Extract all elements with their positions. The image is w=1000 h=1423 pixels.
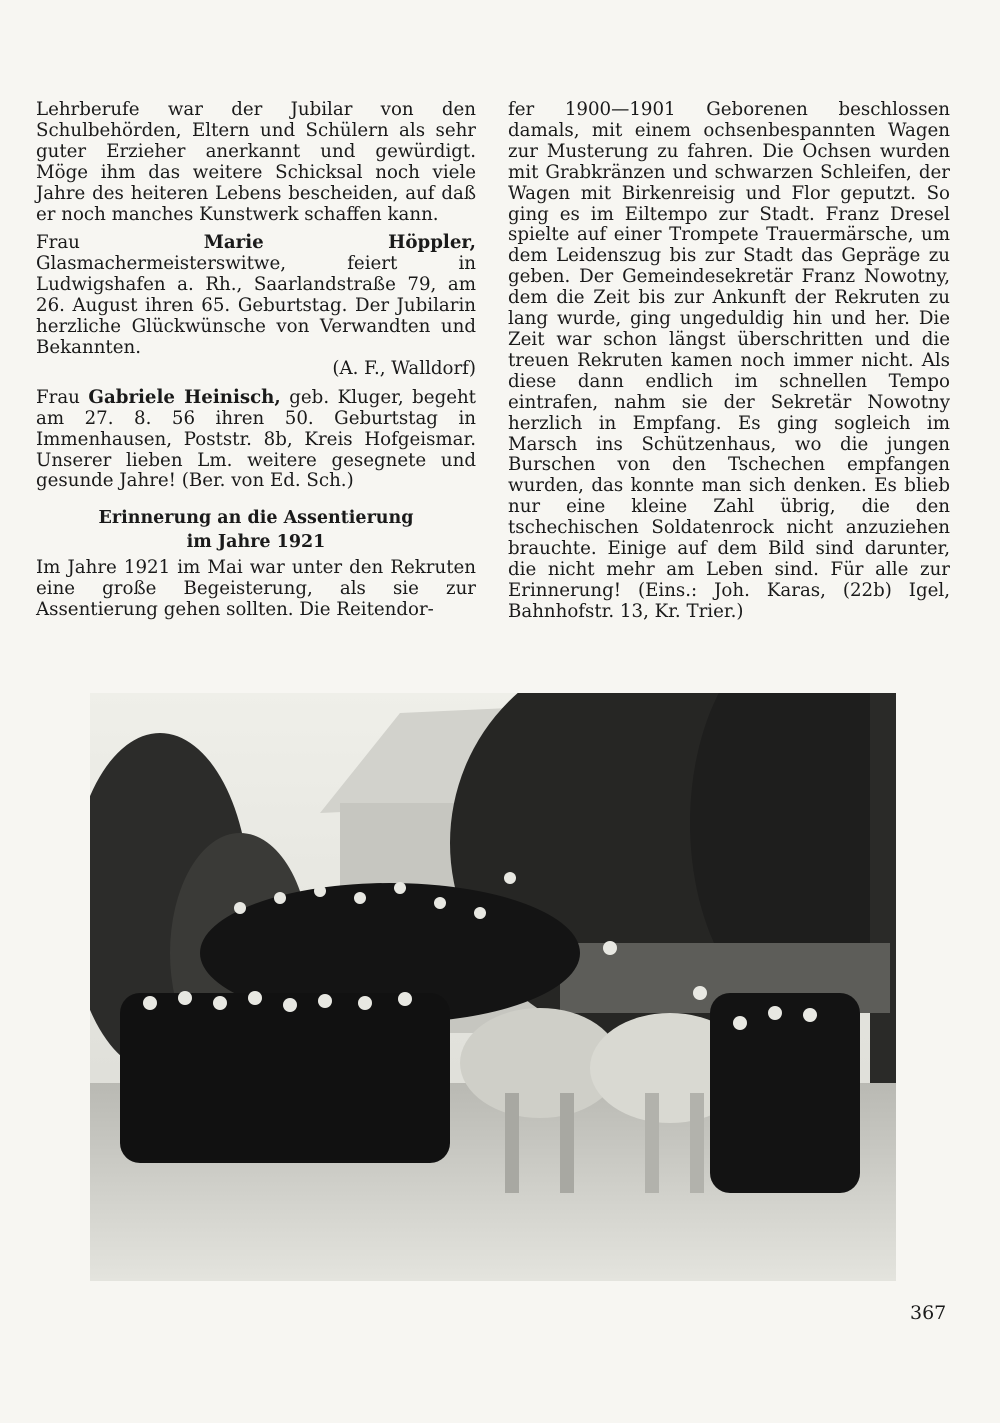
standing-men [120,993,450,1163]
photo-illustration [90,693,896,1281]
name-gabriele-heinisch: Gabriele Heinisch, [88,386,281,408]
page-number: 367 [910,1302,947,1324]
paragraph-assentierung-continued: fer 1900—1901 Geborenen beschlossen damals, mit einem ochsenbespannten Wagen zur Musterung zu fahren. Die Ochsen wurden mit Grabkränzen und schwarzen Schleifen, der Wagen mit Birkenreisig und Flor geputzt. So ging es im Eiltempo zur Stadt. Franz Dresel spielte auf einer Trompete Trauermärsche, um dem Leidenszug bis zur Stadt das Gepräge zu geben. Der Gemeindesekretär Franz Nowotny, dem die Zeit bis zur Ankunft der Rekruten zu lang wurde, ging ungeduldig hin und her. Die Zeit war schon längst überschritten und die treuen Rekruten kamen noch immer nicht. Als diese dann endlich im schnellen Tempo eintrafen, nahm sie der Sekretär Nowotny herzlich in Empfang. Es ging sogleich im Marsch ins Schützenhaus, wo die jungen Burschen von den Tschechen empfangen wurden, das konnte man sich denken. Es blieb nur eine kleine Zahl übrig, die den tschechischen Soldatenrock nicht anzuziehen brauchte. Einige auf dem Bild sind darunter, die nicht mehr am Leben sind. Für alle zur Erinnerung! (Eins.: Joh. Karas, (22b) Igel, Bahnhofstr. 13, Kr. Trier.) [508,99,950,622]
historical-group-photo [90,693,896,1281]
right-column [508,100,950,631]
name-marie-hoeppler: Marie Höppler, [203,232,476,254]
body-text: geb. Kluger, begeht am 27. 8. 56 ihren 50. Geburtstag in Immenhausen, Poststr. 8b, Kreis Hofgeismar. Unserer lieben Lm. weitere gesegnete und gesunde Jahre! (Ber. von Ed. Sch.) [36,386,476,492]
signature-walldorf: (A. F., Walldorf) [332,357,476,379]
prefix-text: Frau [36,386,89,408]
men-right [710,993,860,1193]
paragraph-teacher-jubilee: Lehrberufe war der Jubilar von den Schulbehörden, Eltern und Schülern als sehr guter Erzieher anerkannt und gewürdigt. Möge ihm das weitere Schicksal noch viele Jahre des heiteren Lebens bescheiden, auf daß er noch manches Kunstwerk schaffen kann. [36,99,476,225]
paragraph-assentierung-start: Im Jahre 1921 im Mai war unter den Rekruten eine große Begeisterung, als sie zur Assentierung gehen sollten. Die Reitendor- [36,557,476,621]
heading-line-1: Erinnerung an die Assentierung [98,508,414,529]
prefix-text: Frau [36,232,204,254]
heading-line-2: im Jahre 1921 [186,532,326,553]
paragraph-marie-hoeppler [36,233,476,358]
article-heading [36,506,476,554]
body-text: Glasmachermeisterswitwe, feiert in Ludwigshafen a. Rh., Saarlandstraße 79, am 26. August ihren 65. Geburtstag. Der Jubilarin herzliche Glückwünsche von Verwandten und Bekannten. [36,253,476,358]
left-column [36,100,476,629]
paragraph-gabriele-heinisch [36,388,476,493]
